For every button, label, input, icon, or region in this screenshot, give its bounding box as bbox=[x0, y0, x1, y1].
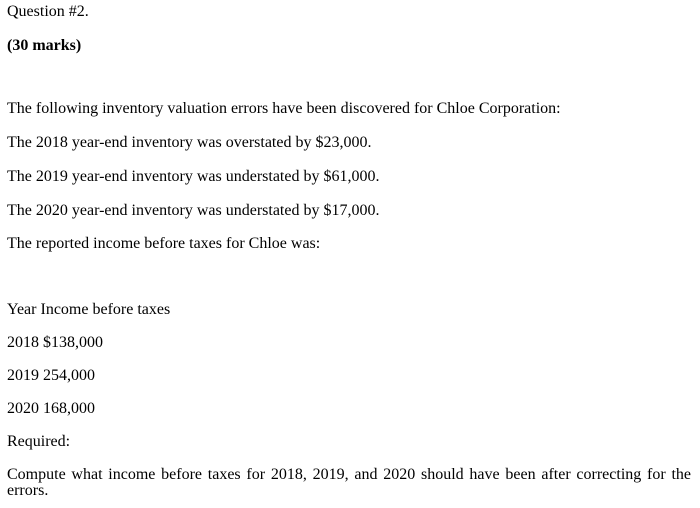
table-row-2018: 2018 $138,000 bbox=[7, 334, 103, 351]
error-item-2018: The 2018 year-end inventory was overstated by $23,000. bbox=[7, 134, 372, 151]
reported-intro: The reported income before taxes for Chloe was: bbox=[7, 235, 321, 252]
table-row-2020: 2020 168,000 bbox=[7, 400, 95, 417]
question-title: Question #2. bbox=[7, 3, 89, 20]
required-label: Required: bbox=[7, 433, 71, 450]
table-header: Year Income before taxes bbox=[7, 301, 171, 318]
error-item-2019: The 2019 year-end inventory was understated by $61,000. bbox=[7, 168, 380, 185]
required-text: Compute what income before taxes for 2018, 2019, and 2020 should have been after correcting for the errors. bbox=[7, 466, 691, 499]
table-row-2019: 2019 254,000 bbox=[7, 367, 95, 384]
error-item-2020: The 2020 year-end inventory was understated by $17,000. bbox=[7, 202, 380, 219]
intro-text: The following inventory valuation errors have been discovered for Chloe Corporation: bbox=[7, 100, 561, 117]
question-marks: (30 marks) bbox=[7, 37, 82, 54]
